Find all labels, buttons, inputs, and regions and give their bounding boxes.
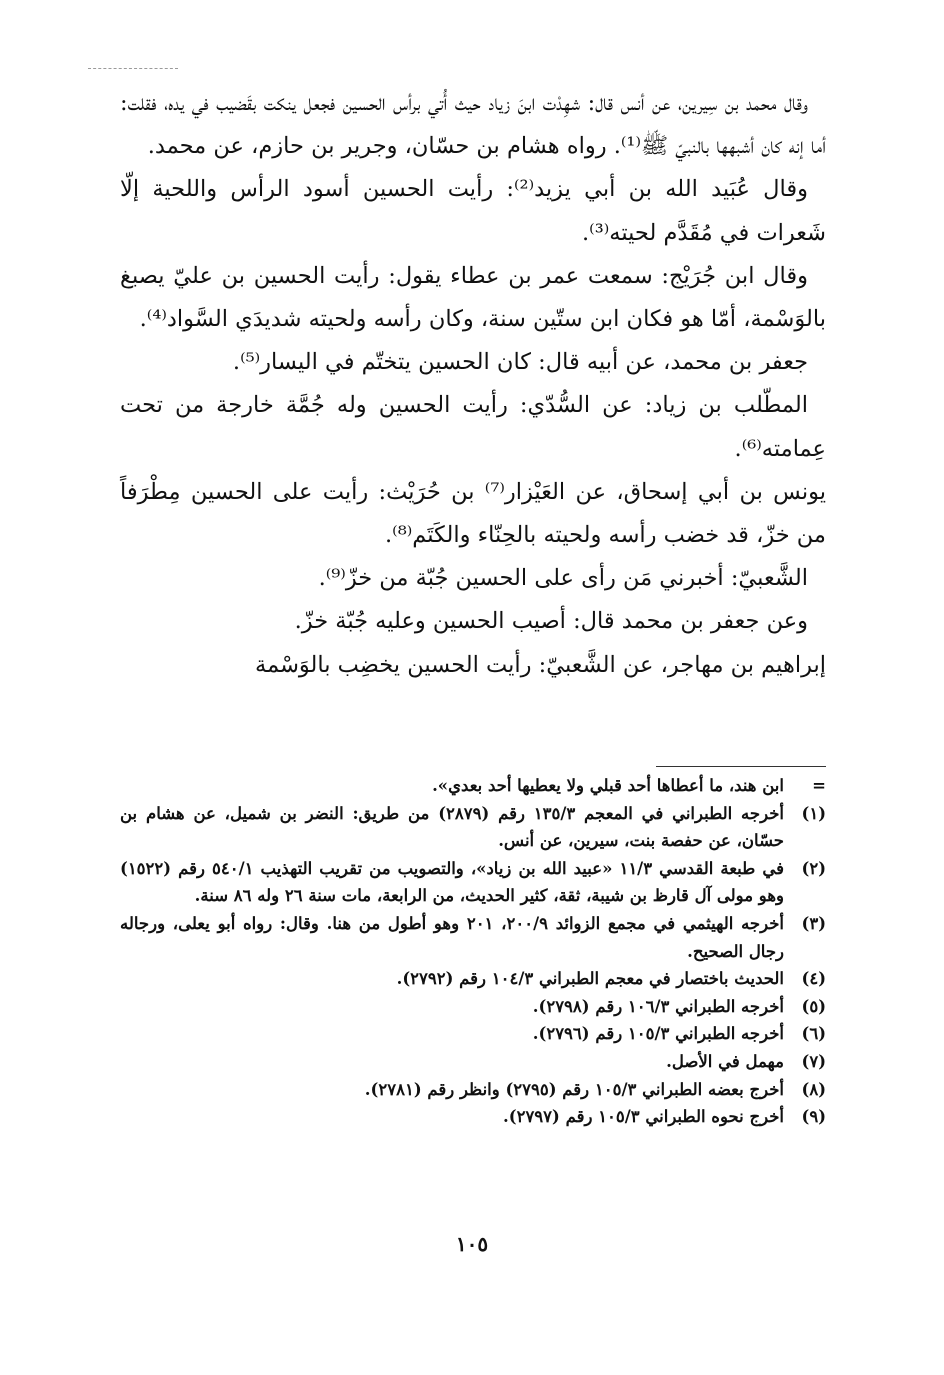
paragraph-7: الشَّعبيّ: أخبرني مَن رأى على الحسين جُبّة من خزّ⁽⁹⁾. <box>318 565 808 592</box>
footnote-continuation <box>120 772 826 800</box>
continuation-text: ابن هند، ما أعطاها أحد قبلي ولا يعطيها أحد بعدي». <box>432 776 784 795</box>
top-decorative-rule <box>88 68 178 69</box>
footnote-item <box>120 965 826 993</box>
footnote-item <box>120 800 826 855</box>
footnote-item <box>120 1103 826 1131</box>
footnote-number: (٥) <box>801 996 826 1016</box>
paragraph-9: إبراهيم بن مهاجر، عن الشَّعبيّ: رأيت الحسين يخضِب بالوَسْمة <box>255 651 826 678</box>
paragraph-1: وقال محمد بن سِيرين، عن أنس قال: شهِدْت ابنَ زياد حيث أُتي برأس الحسين فجعل ينكت بقَضيب في يده، فقلت: أما إنه كان أشبهها بالنبيّ ﷺ⁽¹⁾. رواه هشام بن حسّان، وجرير بن حازم، عن محمد. <box>120 90 826 160</box>
paragraph-8: وعن جعفر بن محمد قال: أصيب الحسين وعليه جُبّة خزّ. <box>294 608 808 635</box>
footnote-number: (٣) <box>801 913 826 933</box>
footnote-item <box>120 1076 826 1104</box>
paragraph-5: المطّلب بن زياد: عن السُّدّي: رأيت الحسين وله جُمَّة خارجة من تحت عِمامته⁽⁶⁾. <box>120 392 826 462</box>
footnote-number: (١) <box>801 803 826 823</box>
footnote-item <box>120 1048 826 1076</box>
footnote-number: (٩) <box>801 1107 826 1127</box>
paragraph-4: جعفر بن محمد، عن أبيه قال: كان الحسين يتختّم في اليسار⁽⁵⁾. <box>232 349 808 376</box>
continuation-marker: = <box>812 776 826 795</box>
footnote-number: (٤) <box>801 969 826 989</box>
footnote-item <box>120 855 826 910</box>
footnotes-section <box>120 772 826 1131</box>
footnote-number: (٧) <box>801 1051 826 1071</box>
footnote-text: أخرجه الطبراني في المعجم ١٣٥/٣ رقم (٢٨٧٩) من طريق: النضر بن شميل، عن هشام بن حسّان، عن حفصة بنت، سيرين، عن أنس. <box>120 803 784 851</box>
footnote-text: أخرجه الطبراني ١٠٦/٣ رقم (٢٧٩٨). <box>532 996 784 1016</box>
footnote-item <box>120 993 826 1021</box>
footnote-text: في طبعة القدسي ١١/٣ «عبيد الله بن زياد»، والتصويب من تقريب التهذيب ٥٤٠/١ رقم (١٥٢٢) وهو مولى آل قارظ بن شيبة، ثقة، كثير الحديث، من الرابعة، مات سنة ٢٦ وله ٨٦ سنة. <box>120 858 784 906</box>
paragraph-6: يونس بن أبي إسحاق، عن العَيْزار⁽⁷⁾ بن حُرَيْث: رأيت على الحسين مِطْرَفاً من خزّ، قد خضب رأسه ولحيته بالحِنّاء والكَتَم⁽⁸⁾. <box>120 478 826 549</box>
footnote-text: أخرجه الطبراني ١٠٥/٣ رقم (٢٧٩٦). <box>532 1024 784 1044</box>
footnote-text: أخرج نحوه الطبراني ١٠٥/٣ رقم (٢٧٩٧). <box>503 1107 784 1127</box>
footnote-text: الحديث باختصار في معجم الطبراني ١٠٤/٣ رقم (٢٧٩٢). <box>396 969 784 989</box>
footnote-number: (٨) <box>801 1079 826 1099</box>
footnote-text: أخرجه الهيثمي في مجمع الزوائد ٢٠٠/٩، ٢٠١ وهو أطول من هنا. وقال: رواه أبو يعلى، ورجاله رجال الصحيح. <box>120 913 784 961</box>
footnote-number: (٦) <box>801 1024 826 1044</box>
footnote-item <box>120 1020 826 1048</box>
footnote-separator <box>656 766 826 767</box>
page-number: ١٠٥ <box>455 1232 489 1256</box>
paragraph-2: وقال عُبَيد الله بن أبي يزيد⁽²⁾: رأيت الحسين أسود الرأس واللحية إلّا شَعرات في مُقَدَّم لحيته⁽³⁾. <box>120 176 826 246</box>
footnote-number: (٢) <box>801 858 826 878</box>
paragraph-3: وقال ابن جُرَيْج: سمعت عمر بن عطاء يقول: رأيت الحسين بن عليّ يصبغ بالوَسْمة، أمّا هو فكان ابن ستّين سنة، وكان رأسه ولحيته شديدَي السَّواد⁽⁴⁾. <box>120 262 826 333</box>
main-text-body <box>120 82 826 687</box>
footnote-item <box>120 910 826 965</box>
footnote-text: أخرج بعضه الطبراني ١٠٥/٣ رقم (٢٧٩٥) وانظر رقم (٢٧٨١). <box>364 1079 784 1099</box>
footnote-text: مهمل في الأصل. <box>666 1051 784 1071</box>
